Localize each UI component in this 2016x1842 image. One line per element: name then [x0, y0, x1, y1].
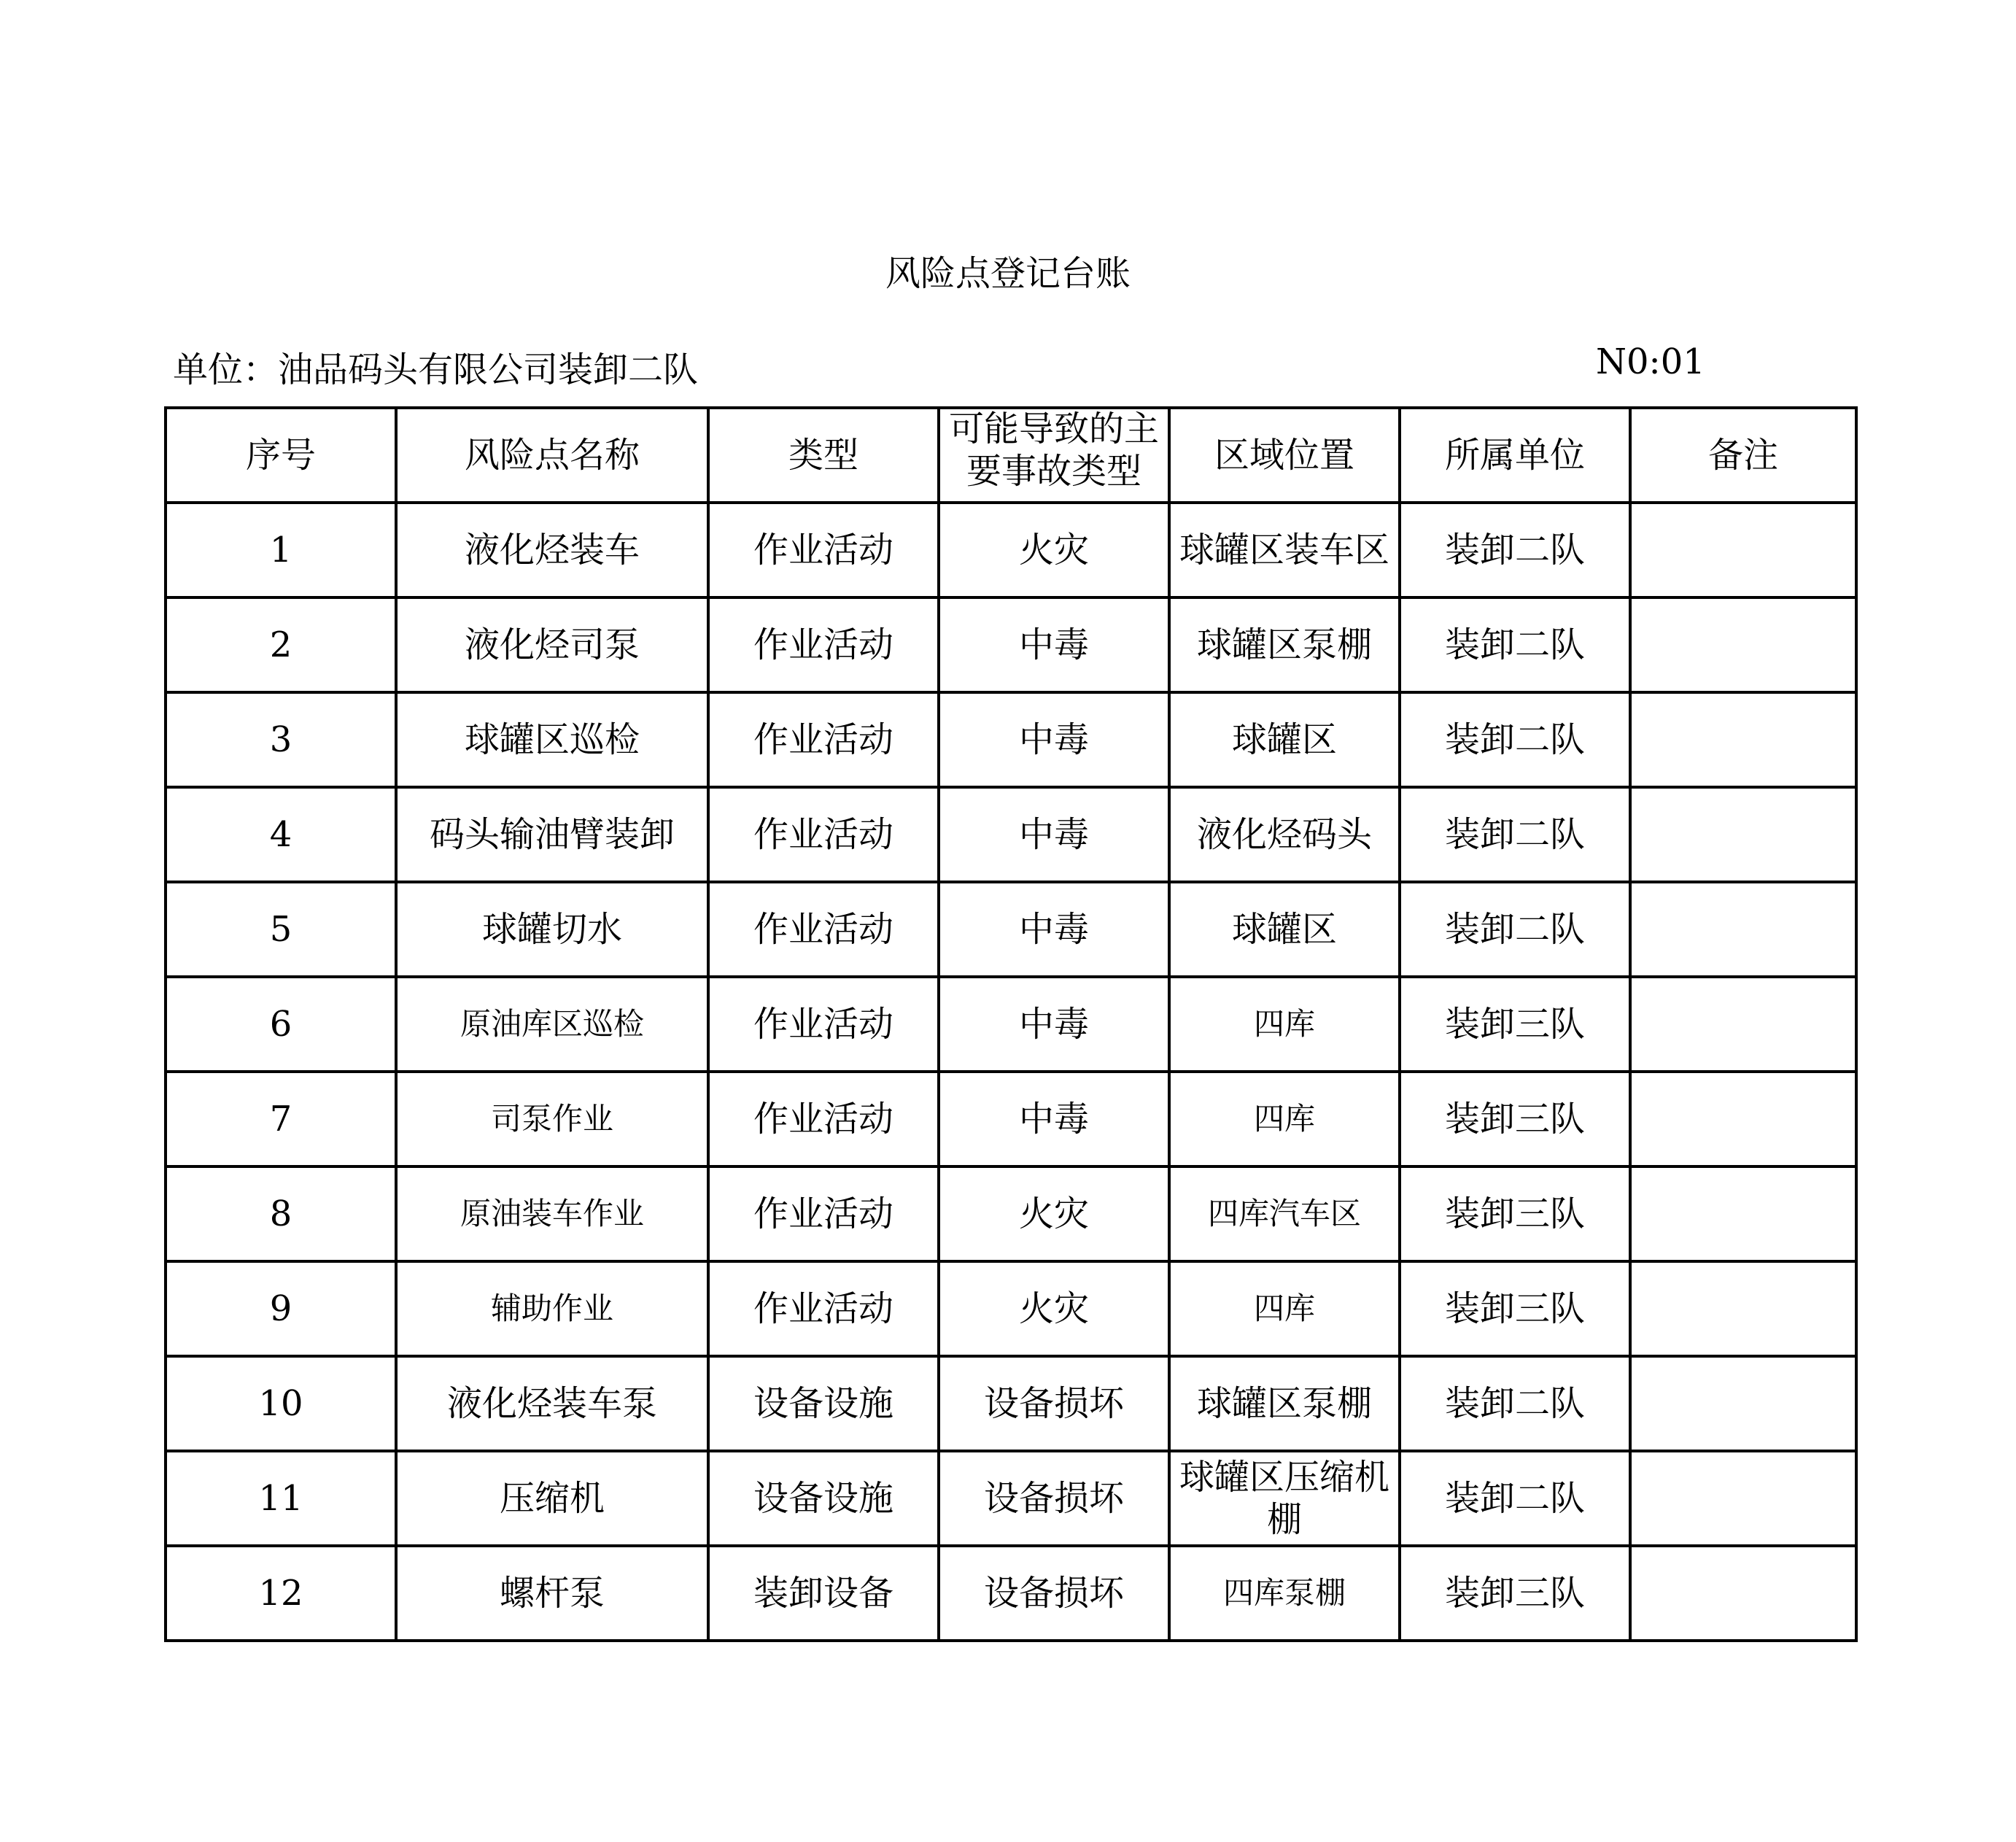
cell-type: 设备设施: [708, 1356, 939, 1451]
column-header-name: 风险点名称: [396, 408, 708, 503]
cell-type: 作业活动: [708, 692, 939, 787]
cell-accident: 设备损坏: [939, 1356, 1169, 1451]
cell-type: 作业活动: [708, 597, 939, 692]
table-row: [166, 1166, 1856, 1261]
cell-area: 球罐区装车区: [1169, 503, 1400, 597]
column-header-no: 序号: [166, 408, 396, 503]
cell-name: 球罐区巡检: [396, 692, 708, 787]
column-header-accident-text: 可能导致的主要事故类型: [948, 409, 1159, 492]
cell-area: 球罐区压缩机棚: [1169, 1451, 1400, 1546]
cell-no: 11: [166, 1451, 396, 1546]
cell-dept: 装卸三队: [1400, 977, 1630, 1072]
cell-dept: 装卸三队: [1400, 1546, 1630, 1641]
cell-type: 作业活动: [708, 882, 939, 977]
cell-name: 原油装车作业: [396, 1166, 708, 1261]
cell-dept: 装卸二队: [1400, 597, 1630, 692]
cell-no: 8: [166, 1166, 396, 1261]
cell-no: 9: [166, 1261, 396, 1356]
cell-note: [1630, 1261, 1856, 1356]
table-row: [166, 787, 1856, 882]
cell-area: 四库: [1169, 1261, 1400, 1356]
cell-area: 球罐区泵棚: [1169, 1356, 1400, 1451]
column-header-note: 备注: [1630, 408, 1856, 503]
page-title: 风险点登记台账: [885, 253, 1131, 294]
cell-note: [1630, 503, 1856, 597]
cell-no: 3: [166, 692, 396, 787]
column-header-area: 区域位置: [1169, 408, 1400, 503]
cell-dept: 装卸二队: [1400, 1356, 1630, 1451]
cell-accident: 中毒: [939, 1072, 1169, 1166]
cell-accident: 火灾: [939, 1261, 1169, 1356]
cell-area: 四库泵棚: [1169, 1546, 1400, 1641]
table-row: [166, 977, 1856, 1072]
cell-no: 12: [166, 1546, 396, 1641]
table-row: [166, 1261, 1856, 1356]
cell-note: [1630, 1546, 1856, 1641]
cell-note: [1630, 977, 1856, 1072]
cell-name: 球罐切水: [396, 882, 708, 977]
cell-no: 1: [166, 503, 396, 597]
unit-label: 单位：油品码头有限公司装卸二队: [173, 349, 699, 390]
cell-type: 作业活动: [708, 1166, 939, 1261]
cell-name: 辅助作业: [396, 1261, 708, 1356]
table-row: [166, 692, 1856, 787]
cell-name: 压缩机: [396, 1451, 708, 1546]
cell-name: 液化烃司泵: [396, 597, 708, 692]
table-row: [166, 1451, 1856, 1546]
cell-accident: 中毒: [939, 597, 1169, 692]
document-number: N0:01: [1596, 341, 1705, 382]
cell-dept: 装卸三队: [1400, 1072, 1630, 1166]
column-header-accident: [939, 408, 1169, 503]
cell-dept: 装卸三队: [1400, 1166, 1630, 1261]
cell-type: 作业活动: [708, 1261, 939, 1356]
cell-type: 作业活动: [708, 503, 939, 597]
cell-dept: 装卸二队: [1400, 787, 1630, 882]
header-row: [166, 408, 1856, 503]
cell-note: [1630, 1356, 1856, 1451]
cell-note: [1630, 787, 1856, 882]
cell-note: [1630, 692, 1856, 787]
cell-accident: 中毒: [939, 977, 1169, 1072]
table-row: [166, 882, 1856, 977]
cell-dept: 装卸二队: [1400, 503, 1630, 597]
cell-accident: 设备损坏: [939, 1546, 1169, 1641]
cell-accident: 中毒: [939, 882, 1169, 977]
cell-type: 作业活动: [708, 1072, 939, 1166]
cell-name: 司泵作业: [396, 1072, 708, 1166]
cell-note: [1630, 1072, 1856, 1166]
cell-dept: 装卸三队: [1400, 1261, 1630, 1356]
cell-name: 原油库区巡检: [396, 977, 708, 1072]
cell-area: 球罐区: [1169, 882, 1400, 977]
cell-no: 10: [166, 1356, 396, 1451]
cell-area: 四库汽车区: [1169, 1166, 1400, 1261]
cell-name: 液化烃装车泵: [396, 1356, 708, 1451]
cell-area: 球罐区泵棚: [1169, 597, 1400, 692]
cell-type: 装卸设备: [708, 1546, 939, 1641]
table-row: [166, 1356, 1856, 1451]
risk-ledger-table: [164, 406, 1858, 1642]
cell-accident: 中毒: [939, 787, 1169, 882]
cell-area: 四库: [1169, 977, 1400, 1072]
cell-no: 6: [166, 977, 396, 1072]
cell-note: [1630, 882, 1856, 977]
cell-area: 液化烃码头: [1169, 787, 1400, 882]
cell-dept: 装卸二队: [1400, 692, 1630, 787]
cell-no: 5: [166, 882, 396, 977]
cell-type: 设备设施: [708, 1451, 939, 1546]
cell-note: [1630, 597, 1856, 692]
cell-note: [1630, 1166, 1856, 1261]
cell-name: 螺杆泵: [396, 1546, 708, 1641]
cell-area: 球罐区: [1169, 692, 1400, 787]
cell-accident: 火灾: [939, 503, 1169, 597]
table-row: [166, 503, 1856, 597]
table-row: [166, 1546, 1856, 1641]
cell-type: 作业活动: [708, 787, 939, 882]
cell-note: [1630, 1451, 1856, 1546]
column-header-type: 类型: [708, 408, 939, 503]
cell-no: 7: [166, 1072, 396, 1166]
cell-accident: 火灾: [939, 1166, 1169, 1261]
cell-area: 四库: [1169, 1072, 1400, 1166]
cell-dept: 装卸二队: [1400, 882, 1630, 977]
cell-dept: 装卸二队: [1400, 1451, 1630, 1546]
cell-name: 液化烃装车: [396, 503, 708, 597]
cell-type: 作业活动: [708, 977, 939, 1072]
cell-no: 4: [166, 787, 396, 882]
cell-accident: 中毒: [939, 692, 1169, 787]
cell-no: 2: [166, 597, 396, 692]
column-header-dept: 所属单位: [1400, 408, 1630, 503]
cell-accident: 设备损坏: [939, 1451, 1169, 1546]
table-row: [166, 1072, 1856, 1166]
cell-name: 码头输油臂装卸: [396, 787, 708, 882]
table-row: [166, 597, 1856, 692]
